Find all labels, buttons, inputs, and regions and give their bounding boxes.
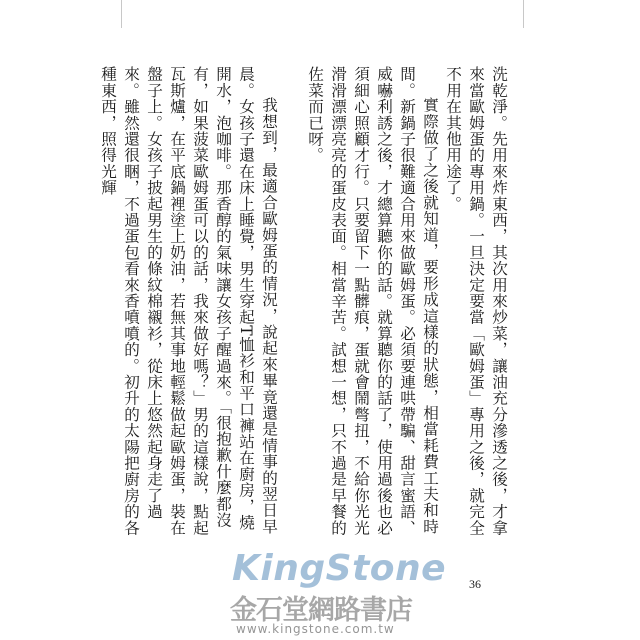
vertical-text-body (99, 66, 510, 536)
crop-mark-left (121, 0, 122, 28)
watermark-chinese-name: 金石堂網路書店 (230, 595, 412, 626)
crop-mark-right (523, 0, 524, 28)
watermark-url: www.kingstone.com.tw (236, 622, 395, 636)
watermark-brand: KingStone (232, 548, 447, 589)
paragraph-1: 洗乾淨。先用來炸東西，其次用來炒菜，讓油充分滲透之後，才拿來當歐姆蛋的專用鍋。一旦決定要當「歐姆蛋」專用之後，就完全不用在其他用途了。 (444, 66, 508, 536)
kingstone-watermark (232, 548, 552, 638)
paragraph-2: 實際做了之後就知道，要形成這樣的狀態，相當耗費工夫和時間。新鍋子很難適合用來做歐姆蛋。必須要連哄帶騙、甜言蜜語、威嚇利誘之後，才總算聽你的話。就算聽你的話了，使用過後也必須細心照顧才行。只要留下一點髒痕，蛋就會鬧彆扭，不給你光光滑滑漂漂亮亮的蛋皮表面。相當辛苦。試想一想，只不過是早餐的佐菜而已呀。 (306, 66, 439, 536)
page-number: 36 (469, 577, 481, 591)
paragraph-3: 我想到，最適合歐姆蛋的情況，說起來畢竟還是情事的翌日早晨。女孩子還在床上睡覺，男生穿起T恤衫和平口褲站在廚房，燒開水，泡咖啡。那香醇的氣味讓女孩子醒過來。「很抱歉什麼都沒有，如果菠菜歐姆蛋可以的話，我來做好嗎？」男的這樣說，點起瓦斯爐，在平底鍋裡塗上奶油，若無其事地輕鬆做起歐姆蛋，裝在盤子上。女孩子披起男生的條紋棉襯衫，從床上悠然起身走了過來。雖然還很睏，不過蛋包看來香噴噴的。初升的太陽把廚房的各種東西，照得光輝 (99, 66, 278, 536)
